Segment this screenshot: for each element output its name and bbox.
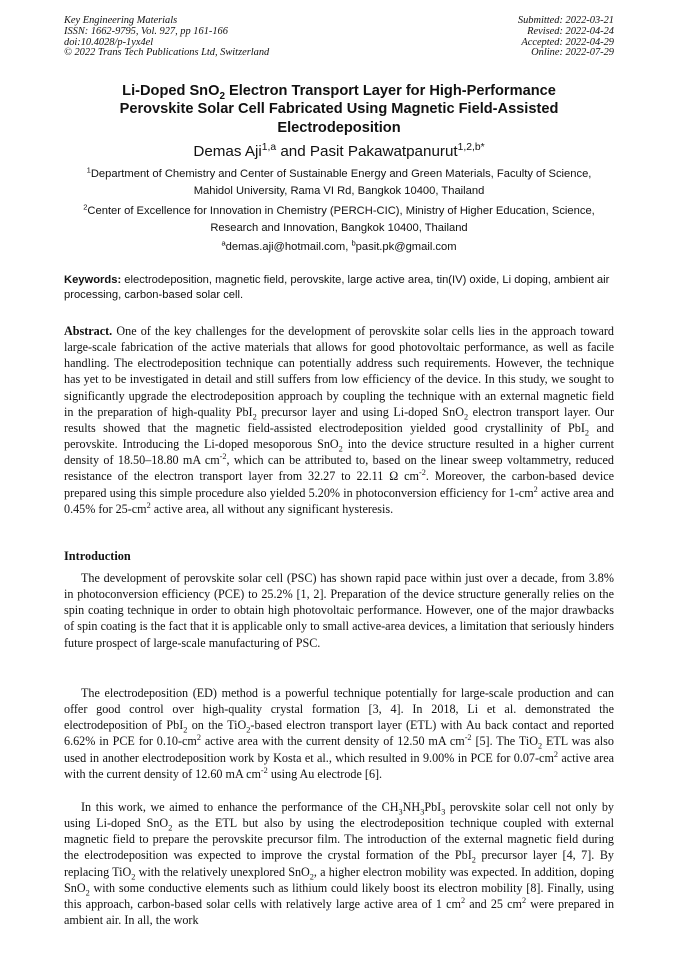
- date-revised: Revised: 2022-04-24: [527, 25, 614, 37]
- intro-paragraph-2: The electrodeposition (ED) method is a powerful technique potentially for large-scale production and can offer good control over high-quality crystal formation [3, 4]. In 2018, Li et al. demonstrated the electrodeposition of PbI$_2$ on the TiO$_2$-based electron transport layer (ETL) with Au back contact and reported 6.62% in PCE for $0.10-cm^2$ active area with the current density of 12.50 mA $cm^{-2}$ [5]. The TiO$_2$ ETL was also used in another electrodeposition work by Kosta et al., which resulted in 9.00% in PCE for $0.07-cm^2$ active area with the current density of 12.60 mA $cm^{-2}$ using Au electrode [6].: [64, 686, 614, 781]
- author-1: Demas Aji: [193, 143, 262, 160]
- copyright-line: © 2022 Trans Tech Publications Ltd, Switzerland: [64, 47, 270, 59]
- keywords-text: electrodeposition, magnetic field, perovskite, large active area, tin(IV) oxide, Li doping, ambient air processing, carbon-based solar cell.: [64, 274, 610, 301]
- author-line: Demas Aji$^{1,a}$ and Pasit Pakawatpanurut$^{1,2,b*}$: [193, 141, 485, 160]
- issn-line: ISSN: 1662-9795, Vol. 927, pp 161-166: [64, 25, 228, 37]
- author-emails: $^a$demas.aji@hotmail.com, $^b$pasit.pk@gmail.com: [221, 238, 457, 253]
- date-online: Online: 2022-07-29: [531, 47, 614, 59]
- keywords-label: Keywords:: [64, 274, 122, 286]
- date-accepted: Accepted: 2022-04-29: [521, 36, 614, 48]
- doi-line[interactable]: doi:10.4028/p-1yx4el: [64, 36, 154, 48]
- section-heading-introduction: Introduction: [64, 549, 131, 563]
- affiliation-1: $^1$Department of Chemistry and Center of Sustainable Energy and Green Materials, Faculty of Science, Mahidol University, Rama VI Rd, Bangkok 10400, Thailand: [86, 165, 592, 197]
- intro-paragraph-1: The development of perovskite solar cell (PSC) has shown rapid pace within just over a decade, from 3.8% in photoconversion efficiency (PCE) to 25.2% [1, 2]. Preparation of the device structure generally relies on the spin coating technique in order to obtain high photovoltaic performance. However, one of the major drawbacks of spin coating is the fact that it is applicable only to small active-area devices, a limitation that seriously hinders future prospect of large-scale manufacturing of PSC.: [64, 571, 614, 650]
- intro-paragraph-3: In this work, we aimed to enhance the performance of the $CH_3NH_3PbI_3$ perovskite solar cell not only by using Li-doped SnO$_2$ as the ETL but also by using the electrodeposition technique coupled with external magnetic field to prepare the perovskite precursor film. The introduction of the external magnetic field during the electrodeposition was expected to improve the crystal formation of the PbI$_2$ precursor layer [4, 7]. By replacing TiO$_2$ with the relatively unexplored SnO$_2$, a higher electron mobility was expected. In addition, doping SnO$_2$ with some conductive elements such as lithium could likely boost its electron mobility [8]. Finally, using this approach, carbon-based solar cells with relatively large active area of 1 $cm^2$ and 25 $cm^2$ were prepared in ambient air. In all, the work: [64, 800, 615, 928]
- journal-info: [64, 16, 269, 59]
- publication-dates: [518, 16, 614, 59]
- affiliation-2: $^2$Center of Excellence for Innovation in Chemistry (PERCH-CIC), Ministry of Higher Education, Science, Research and Innovation, Bangkok 10400, Thailand: [83, 202, 595, 234]
- abstract: Abstract. One of the key challenges for the development of perovskite solar cells lies in the approach toward large-scale fabrication of the active materials that allows for good photovoltaic performance, as well as facile handling. The electrodeposition technique can potentially address such requirements. However, the technique has yet to be investigated in detail and still suffers from low efficiency of the device. In this study, we sought to significantly upgrade the electrodeposition approach by coupling the technique with an external magnetic field in the preparation of high-quality PbI$_2$ precursor layer and using Li-doped SnO$_2$ electron transport layer. Our results showed that the magnetic field-assisted electrodeposition yielded good crystallinity of PbI$_2$ and perovskite. Introducing the Li-doped mesoporous SnO$_2$ into the device structure resulted in a higher current density of 18.50–18.80 mA $cm^{-2}$, which can be attributed to, based on the linear sweep voltammetry, reduced resistance of the electron transport layer from 32.27 to 22.11 Ω $cm^{-2}$. Moreover, the carbon-based device prepared using this simple procedure also yielded 5.20% in photoconversion efficiency for $1-cm^2$ active area and 0.45% for $25-cm^2$ active area, all without any significant hysteresis.: [64, 324, 615, 516]
- paper-title: Li-Doped SnO$_2$ Electron Transport Layer for High-Performance Perovskite Solar Cell Fabricated Using Magnetic Field-Assisted Electrodeposition: [119, 83, 559, 136]
- keywords: [64, 273, 614, 302]
- author-2: Pasit Pakawatpanurut: [309, 143, 458, 160]
- email-b[interactable]: pasit.pk@gmail.com: [355, 241, 457, 253]
- date-submitted: Submitted: 2022-03-21: [517, 15, 614, 26]
- abstract-label: Abstract.: [64, 324, 113, 338]
- journal-name: Key Engineering Materials: [64, 15, 178, 26]
- email-a[interactable]: demas.aji@hotmail.com: [225, 241, 346, 253]
